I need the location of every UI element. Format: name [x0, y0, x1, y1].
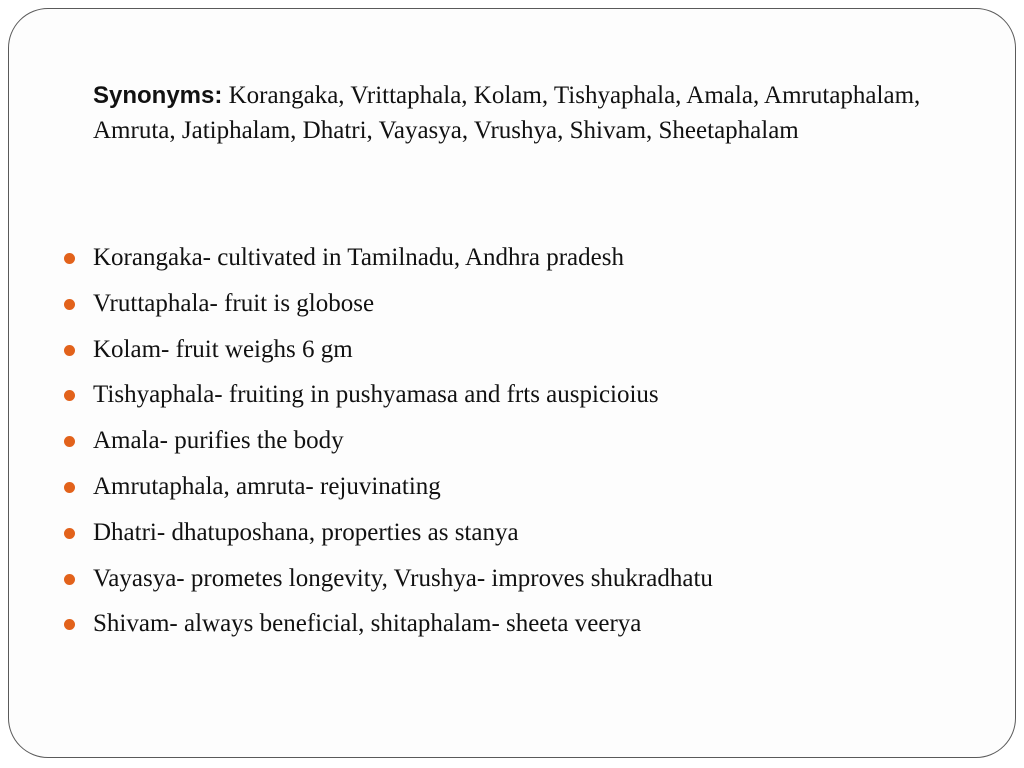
bullet-dot-icon [64, 253, 75, 264]
bullet-dot-icon [64, 299, 75, 310]
list-item [62, 511, 962, 557]
list-item [62, 373, 962, 419]
list-item-text: Kolam- fruit weighs 6 gm [93, 335, 353, 363]
list-item [62, 557, 962, 603]
list-item-text: Vayasya- prometes longevity, Vrushya- improves shukradhatu [93, 564, 713, 592]
list-item-text: Vruttaphala- fruit is globose [93, 289, 375, 317]
list-item-text: Shivam- always beneficial, shitaphalam- sheeta veerya [93, 610, 642, 638]
bullet-dot-icon [64, 528, 75, 539]
list-item [62, 602, 962, 648]
list-item-text: Amala- purifies the body [93, 427, 344, 455]
list-item [62, 465, 962, 511]
bullet-dot-icon [64, 482, 75, 493]
bullet-dot-icon [64, 436, 75, 447]
list-item [62, 282, 962, 328]
list-item [62, 328, 962, 374]
list-item-text: Amrutaphala, amruta- rejuvinating [93, 472, 441, 500]
bullet-list [62, 236, 962, 648]
synonyms-paragraph [93, 78, 973, 148]
synonyms-label: Synonyms: [93, 82, 223, 109]
list-item [62, 236, 962, 282]
list-item-text: Dhatri- dhatuposhana, properties as stanya [93, 518, 519, 546]
list-item-text: Korangaka- cultivated in Tamilnadu, Andhra pradesh [93, 244, 624, 271]
bullet-dot-icon [64, 574, 75, 585]
bullet-dot-icon [64, 390, 75, 401]
synonyms-text: Korangaka, Vrittaphala, Kolam, Tishyaphala, Amala, Amrutaphalam, Amruta, Jatiphalam, Dhatri, Vayasya, Vrushya, Shivam, Sheetaphalam [93, 82, 921, 144]
list-item-text: Tishyaphala- fruiting in pushyamasa and frts auspicioius [93, 381, 659, 409]
bullet-dot-icon [64, 345, 75, 356]
list-item [62, 419, 962, 465]
bullet-dot-icon [64, 619, 75, 630]
